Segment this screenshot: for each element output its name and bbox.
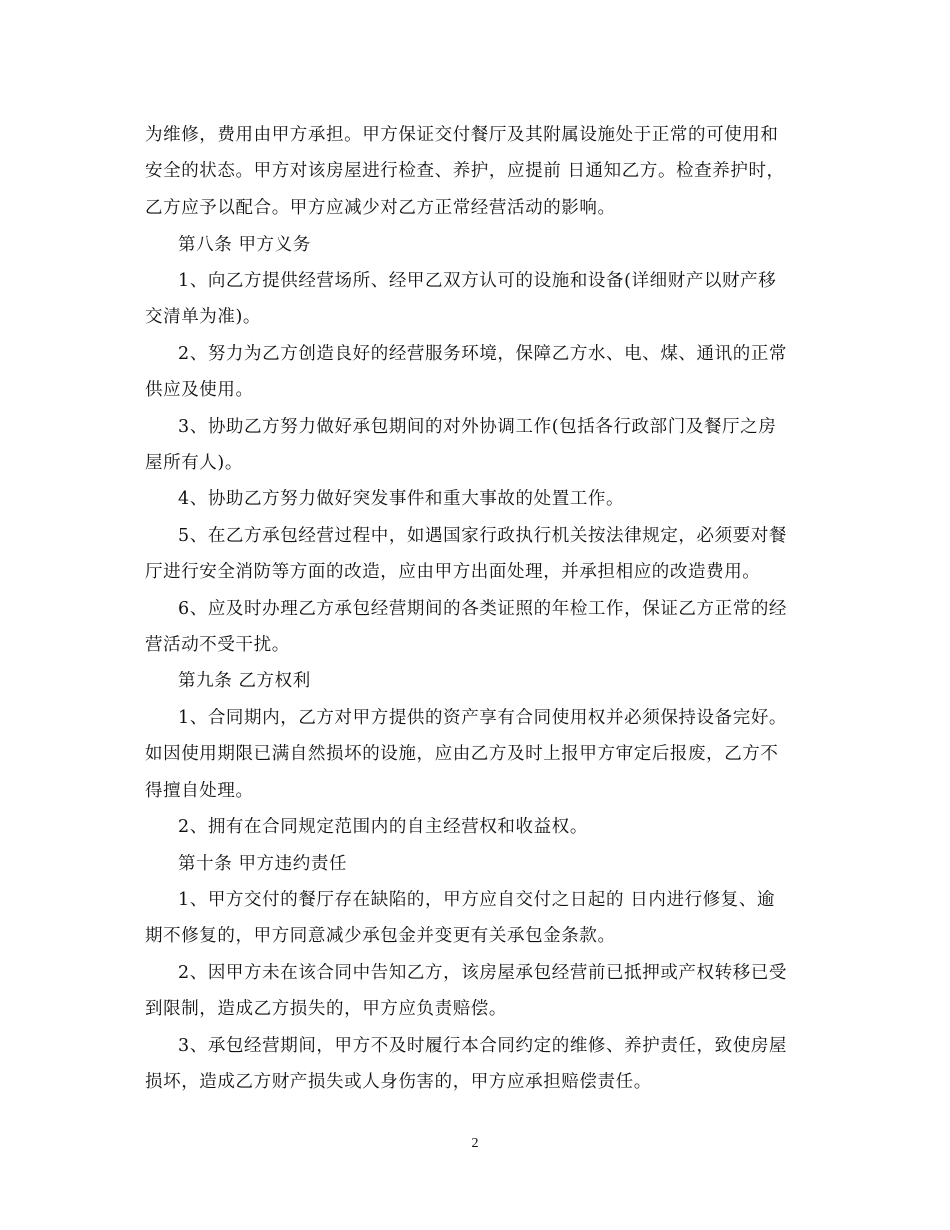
text-line: 1、合同期内，乙方对甲方提供的资产享有合同使用权并必须保持设备完好。 [178,708,788,728]
text-line: 到限制，造成乙方损失的，甲方应负责赔偿。 [145,999,507,1019]
text-line: 为维修，费用由甲方承担。甲方保证交付餐厅及其附属设施处于正常的可使用和 [145,125,779,145]
text-line: 安全的状态。甲方对该房屋进行检查、养护，应提前 日通知乙方。检查养护时， [145,161,785,181]
text-line: 4、协助乙方努力做好突发事件和重大事故的处置工作。 [178,489,625,509]
text-line: 屋所有人)。 [145,453,243,473]
text-line: 期不修复的，甲方同意减少承包金并变更有关承包金条款。 [145,926,616,946]
text-line: 5、在乙方承包经营过程中，如遇国家行政执行机关按法律规定，必须要对餐 [178,526,788,546]
text-line: 2、因甲方未在该合同中告知乙方，该房屋承包经营前已抵押或产权转移已受 [178,963,788,983]
text-line: 如因使用期限已满自然损坏的设施，应由乙方及时上报甲方审定后报废，乙方不 [145,744,779,764]
section-heading: 第十条 甲方违约责任 [178,854,348,874]
text-line: 6、应及时办理乙方承包经营期间的各类证照的年检工作，保证乙方正常的经 [178,599,788,619]
section-heading: 第九条 乙方权利 [178,671,311,691]
section-heading: 第八条 甲方义务 [178,235,311,255]
text-line: 乙方应予以配合。甲方应减少对乙方正常经营活动的影响。 [145,198,616,218]
text-line: 1、向乙方提供经营场所、经甲乙双方认可的设施和设备(详细财产以财产移 [178,271,777,291]
text-line: 损坏，造成乙方财产损失或人身伤害的，甲方应承担赔偿责任。 [145,1072,652,1092]
text-line: 营活动不受干扰。 [145,635,290,655]
text-line: 交清单为准)。 [145,307,262,327]
text-line: 厅进行安全消防等方面的改造，应由甲方出面处理，并承担相应的改造费用。 [145,562,761,582]
text-line: 2、努力为乙方创造良好的经营服务环境，保障乙方水、电、煤、通讯的正常 [178,344,788,364]
text-line: 得擅自处理。 [145,781,254,801]
text-line: 2、拥有在合同规定范围内的自主经营权和收益权。 [178,817,588,837]
page-number: 2 [471,1136,479,1151]
text-line: 供应及使用。 [145,380,254,400]
text-line: 3、协助乙方努力做好承包期间的对外协调工作(包括各行政部门及餐厅之房 [178,417,777,437]
text-line: 1、甲方交付的餐厅存在缺陷的，甲方应自交付之日起的 日内进行修复、逾 [178,890,776,910]
text-line: 3、承包经营期间，甲方不及时履行本合同约定的维修、养护责任，致使房屋 [178,1036,788,1056]
